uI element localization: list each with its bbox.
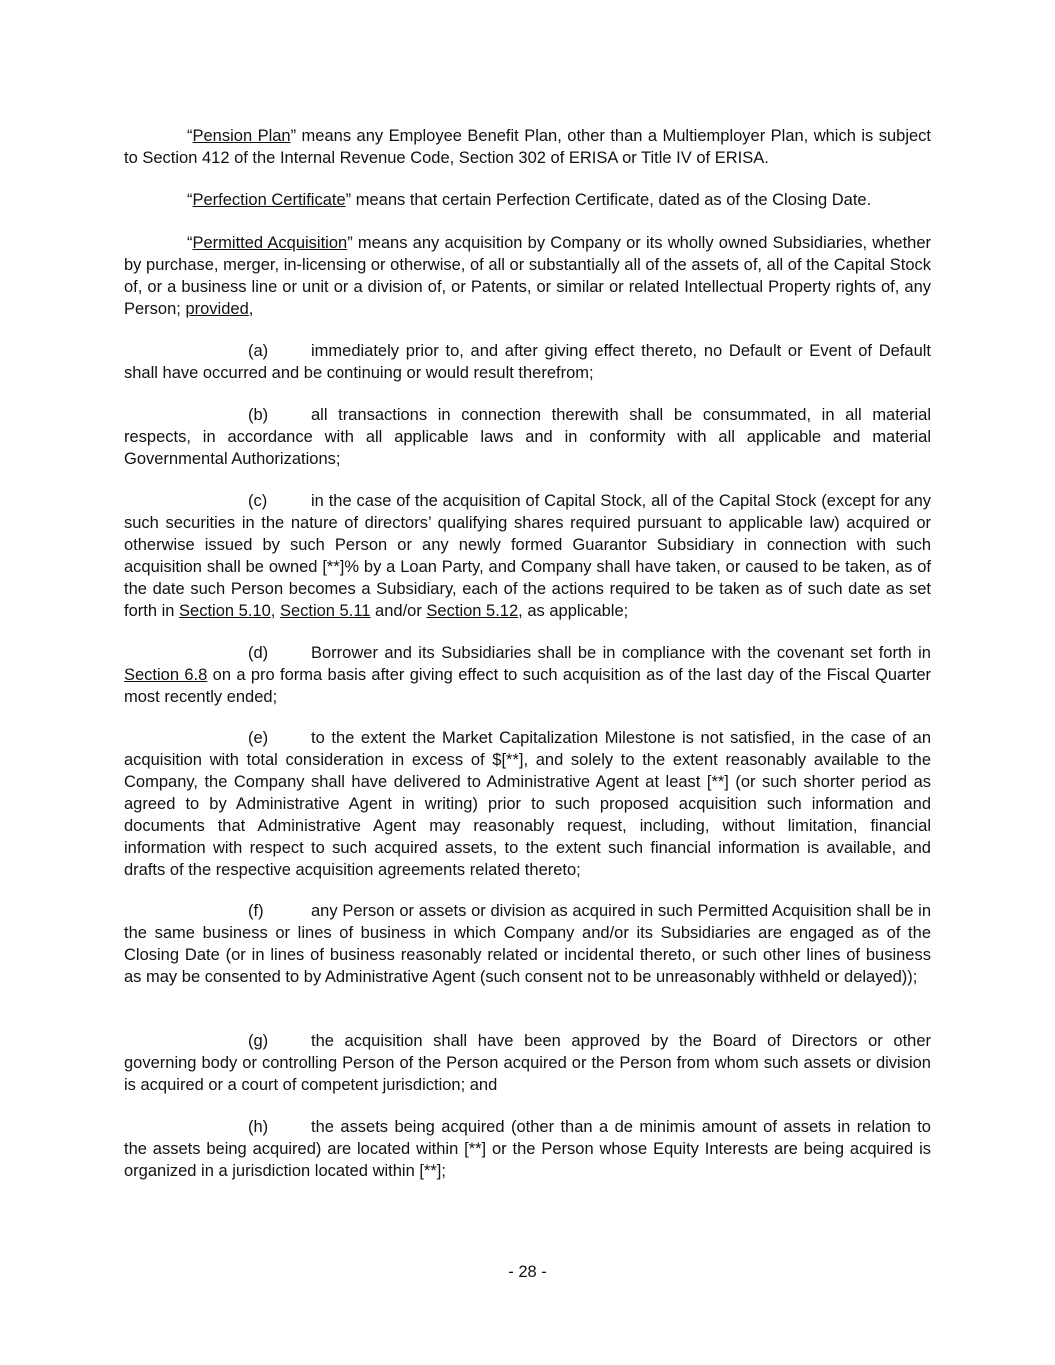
- clause-text: immediately prior to, and after giving effect thereto, no Default or Event of Default shall have occurred and be continuing or would result therefrom;: [124, 342, 931, 382]
- clause-c: [124, 490, 931, 622]
- clause-label: (d): [248, 644, 269, 662]
- clause-text: in the case of the acquisition of Capital Stock, all of the Capital Stock (except for any such securities in the nature of directors’ qualifying shares required pursuant to applicable law) acquired or otherwise issued by such Person or any newly formed Guarantor Subsidiary in connection with such acquisition shall be owned [**]% by a Loan Party, and Company shall have taken, or caused to be taken, as of the date such Person becomes a Subsidiary, each of the actions required to be taken as of such date as set forth in: [124, 492, 931, 620]
- section-reference: Section 5.10: [179, 602, 271, 620]
- clause-h: [124, 1116, 931, 1182]
- clause-label: (h): [248, 1118, 269, 1136]
- definition-permitted-acquisition: [124, 232, 931, 320]
- clause-tail: on a pro forma basis after giving effect to such acquisition as of the last day of the Fiscal Quarter most recently ended;: [124, 666, 931, 706]
- clause-e: [124, 727, 931, 881]
- clause-a: [124, 340, 931, 384]
- definition-text: ” means any acquisition by Company or its wholly owned Subsidiaries, whether by purchase, merger, in-licensing or otherwise, of all or substantially all of the assets of, all of the Capital Stock of, or a business line or unit or a division of, or Patents, or similar or related Intellectual Property rights of, any Person;: [124, 234, 932, 318]
- page-number: - 28 -: [508, 1263, 547, 1281]
- clause-text: any Person or assets or division as acquired in such Permitted Acquisition shall be in the same business or lines of business in which Company and/or its Subsidiaries are engaged as of the Closing Date (or in lines of business reasonably related or incidental thereto, or such other lines of business as may be consented to by Administrative Agent (such consent not to be unreasonably withheld or delayed));: [124, 902, 931, 986]
- section-reference: Section 5.11: [279, 602, 371, 620]
- clause-text: the acquisition shall have been approved by the Board of Directors or other governing body or controlling Person of the Person acquired or the Person from whom such assets or division is acquired or a court of competent jurisdiction; and: [124, 1032, 931, 1094]
- open-quote: “: [187, 234, 193, 252]
- clause-g: [124, 1030, 931, 1096]
- defined-term: Permitted Acquisition: [192, 234, 348, 252]
- clause-f: [124, 900, 931, 988]
- clause-label: (e): [248, 729, 269, 747]
- clause-label: (a): [248, 342, 269, 360]
- definition-pension-plan: [124, 125, 931, 169]
- clause-label: (f): [248, 902, 264, 920]
- separator: ,: [270, 602, 280, 620]
- definition-perfection-certificate: [124, 189, 931, 211]
- section-reference: Section 6.8: [124, 666, 208, 684]
- definition-text: ” means that certain Perfection Certificate, dated as of the Closing Date.: [345, 191, 872, 209]
- punctuation: ,: [248, 300, 254, 318]
- clause-text: Borrower and its Subsidiaries shall be in compliance with the covenant set forth in: [311, 644, 931, 662]
- clause-tail: , as applicable;: [518, 602, 629, 620]
- clause-text: the assets being acquired (other than a de minimis amount of assets in relation to the assets being acquired) are located within [**] or the Person whose Equity Interests are being acquired is organized in a jurisdiction located within [**];: [124, 1118, 931, 1180]
- clause-label: (g): [248, 1032, 269, 1050]
- defined-term: Perfection Certificate: [192, 191, 346, 209]
- defined-term: Pension Plan: [192, 127, 291, 145]
- clause-label: (b): [248, 406, 269, 424]
- clause-text: all transactions in connection therewith shall be consummated, in all material respects, in accordance with all applicable laws and in conformity with all applicable and material Governmental Authorizations;: [124, 406, 931, 468]
- clause-b: [124, 404, 931, 470]
- clause-text: to the extent the Market Capitalization Milestone is not satisfied, in the case of an acquisition with total consideration in excess of $[**], and solely to the extent reasonably available to the Company, the Company shall have delivered to Administrative Agent at least [**] (or such shorter period as agreed to by Administrative Agent in writing) prior to such proposed acquisition such information and documents that Administrative Agent may reasonably request, including, without limitation, financial information with respect to such acquired assets, to the extent such financial information is available, and drafts of the respective acquisition agreements related thereto;: [124, 729, 931, 879]
- clause-label: (c): [248, 492, 268, 510]
- open-quote: “: [187, 191, 193, 209]
- separator: and/or: [370, 602, 427, 620]
- clause-d: [124, 642, 931, 708]
- open-quote: “: [187, 127, 193, 145]
- provided-term: provided: [185, 300, 249, 318]
- section-reference: Section 5.12: [426, 602, 519, 620]
- definition-text: ” means any Employee Benefit Plan, other than a Multiemployer Plan, which is subject to Section 412 of the Internal Revenue Code, Section 302 of ERISA or Title IV of ERISA.: [124, 127, 931, 167]
